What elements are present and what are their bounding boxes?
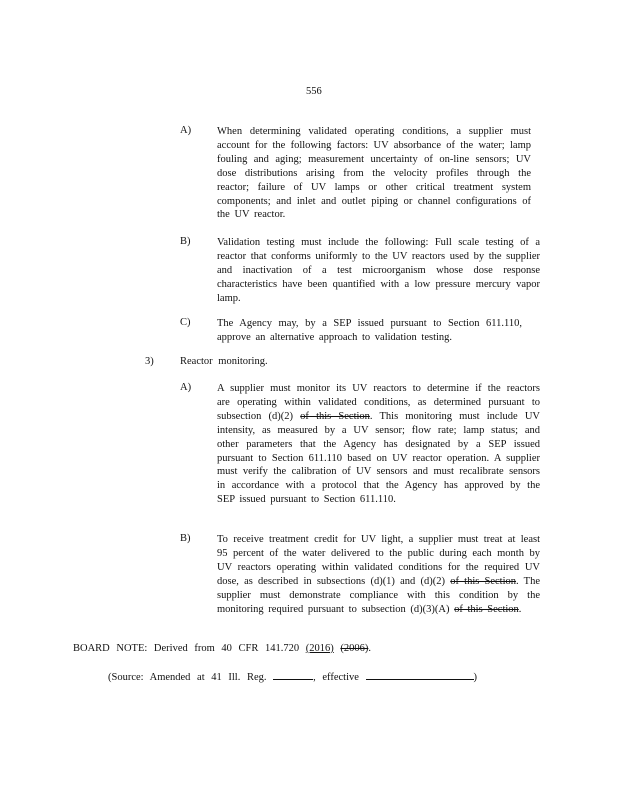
item-3a-label: A) — [180, 382, 192, 393]
item-3b-text-part2: . The supplier must demonstrate compliance with this condition by the monitoring required pursuant to subsection (d)(3)(A) — [217, 575, 540, 615]
item-3b-struck-phrase-1: of this Section — [450, 575, 517, 587]
item-b-paragraph: Validation testing must include the following: Full scale testing of a reactor that conforms uniformly to the UV reactors used by the supplier and inactivation of a test microorganism whose dose response characteristics have been quantified with a low pressure mercury vapor lamp. — [217, 237, 541, 304]
board-note-old-year: (2006) — [340, 643, 369, 654]
item-3b-text — [217, 533, 540, 616]
item-3b-text-part1: To receive treatment credit for UV light, a supplier must treat at least 95 percent of the water delivered to the public during each month by UV reactors operating within validated conditions for the required UV dose, as described in subsections (d)(1) and (d)(2) — [217, 534, 540, 587]
board-note-prefix: BOARD NOTE: Derived from 40 CFR 141.720 — [73, 643, 300, 654]
board-note — [73, 643, 371, 654]
item-3a-struck-phrase: of this Section — [300, 410, 370, 422]
item-c-label: C) — [180, 317, 191, 328]
page-number: 556 — [306, 86, 322, 97]
effective-date-blank — [366, 669, 474, 680]
item-3b-paragraph — [217, 533, 540, 616]
item-3a-text — [217, 382, 540, 507]
item-a-text — [217, 125, 531, 222]
source-prefix: (Source: Amended at 41 Ill. Reg. — [108, 672, 267, 683]
item-3a-text-part2: . This monitoring must include UV intensity, as measured by a UV sensor; flow rate; lamp status; and other parameters that the Agency has designated by a SEP issued pursuant to Section 611.110 based on UV reactor operation. A supplier must verify the calibration of UV sensors and must recalibrate sensors in accordance with a protocol that the Agency has approved by the SEP issued pursuant to Section 611.110. — [217, 410, 540, 506]
item-3-label: 3) — [145, 356, 154, 367]
item-3b-struck-phrase-2: of this Section — [454, 603, 519, 615]
board-note-period: . — [368, 643, 371, 654]
item-b-text — [217, 236, 540, 306]
item-3b-label: B) — [180, 533, 191, 544]
item-3b-text-part3: . — [518, 603, 522, 615]
item-3-heading: Reactor monitoring. — [180, 356, 268, 367]
item-a-paragraph: When determining validated operating conditions, a supplier must account for the following factors: UV absorbance of the water; lamp fouling and aging; measurement uncertainty of on-line sensors; UV dose distributions arising from the velocity profiles through the reactor; failure of UV lamps or other critical treatment system components; and inlet and outlet piping or channel configurations of the UV reactor. — [217, 126, 531, 221]
source-line — [108, 669, 477, 683]
source-middle: , effective — [313, 672, 359, 683]
board-note-new-year: (2016) — [305, 643, 334, 654]
item-b-label: B) — [180, 236, 191, 247]
item-3a-paragraph — [217, 382, 540, 507]
item-a-label: A) — [180, 125, 192, 136]
register-page-blank — [273, 669, 313, 680]
item-c-text — [217, 317, 522, 345]
source-suffix: ) — [473, 672, 478, 683]
item-3a-text-part1: A supplier must monitor its UV reactors to determine if the reactors are operating within validated conditions, as determined pursuant to subsection (d)(2) — [217, 383, 540, 422]
item-c-paragraph: The Agency may, by a SEP issued pursuant to Section 611.110, approve an alternative approach to validation testing. — [217, 318, 522, 343]
